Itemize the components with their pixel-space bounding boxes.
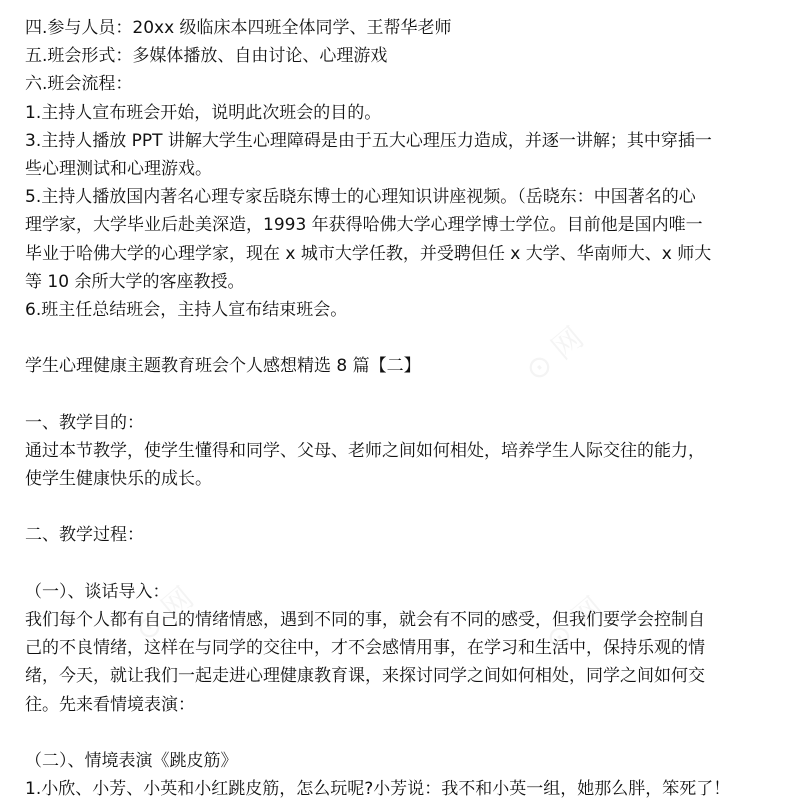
text-line: 己的不良情绪，这样在与同学的交往中，才不会感情用事，在学习和生活中，保持乐观的情 (25, 638, 705, 659)
text-line: 一、教学目的： (25, 412, 144, 433)
text-line: （二）、情境表演《跳皮筋》 (25, 750, 238, 771)
blank-line (25, 550, 780, 578)
text-line: 我们每个人都有自己的情绪情感，遇到不同的事，就会有不同的感受，但我们要学会控制自 (25, 609, 705, 630)
blank-line (25, 324, 780, 352)
text-line: 使学生健康快乐的成长。 (25, 469, 212, 489)
text-line: 绪，今天，就让我们一起走进心理健康教育课，来探讨同学之间如何相处，同学之间如何交 (25, 666, 705, 687)
blank-line (25, 719, 780, 747)
text-line: 毕业于哈佛大学的心理学家，现在 x 城市大学任教，并受聘但任 x 大学、华南师大、x 师大 (25, 243, 712, 264)
text-line: 二、教学过程： (25, 525, 144, 546)
text-line: 五.班会形式：多媒体播放、自由讨论、心理游戏 (25, 46, 388, 67)
text-line: 学生心理健康主题教育班会个人感想精选 8 篇【二】 (25, 356, 421, 377)
blank-line (25, 380, 780, 408)
text-line: 通过本节教学，使学生懂得和同学、父母、老师之间如何相处，培养学生人际交往的能力， (25, 440, 705, 461)
text-line: 等 10 余所大学的客座教授。 (25, 271, 245, 292)
watermark: ⊙ 网 (128, 580, 201, 649)
text-line: 理学家，大学毕业后赴美深造，1993 年获得哈佛大学心理学博士学位。目前他是国内唯一 (25, 215, 703, 236)
text-line: 6.班主任总结班会，主持人宣布结束班会。 (25, 299, 348, 320)
text-line: 六.班会流程： (25, 74, 133, 95)
document-body (25, 14, 780, 803)
text-line: 1.小欣、小芳、小英和小红跳皮筋，怎么玩呢?小芳说：我不和小英一组，她那么胖，笨死了！ (25, 779, 731, 800)
text-line: 3.主持人播放 PPT 讲解大学生心理障碍是由于五大心理压力造成，并逐一讲解；其中穿插一 (25, 130, 712, 151)
blank-line (25, 493, 780, 521)
text-line: 1.主持人宣布班会开始，说明此次班会的目的。 (25, 102, 382, 123)
text-line: 5.主持人播放国内著名心理专家岳晓东博士的心理知识讲座视频。（岳晓东：中国著名的心 (25, 187, 696, 208)
text-line: 四.参与人员：20xx 级临床本四班全体同学、王帮华老师 (25, 18, 452, 38)
text-line: 往。先来看情境表演： (25, 694, 195, 715)
text-line: （一）、谈话导入： (25, 581, 170, 602)
text-line: 些心理测试和心理游戏。 (25, 158, 212, 179)
watermark: ⊙ 网 (518, 320, 591, 389)
watermark: ⊙ 网 (538, 590, 611, 659)
